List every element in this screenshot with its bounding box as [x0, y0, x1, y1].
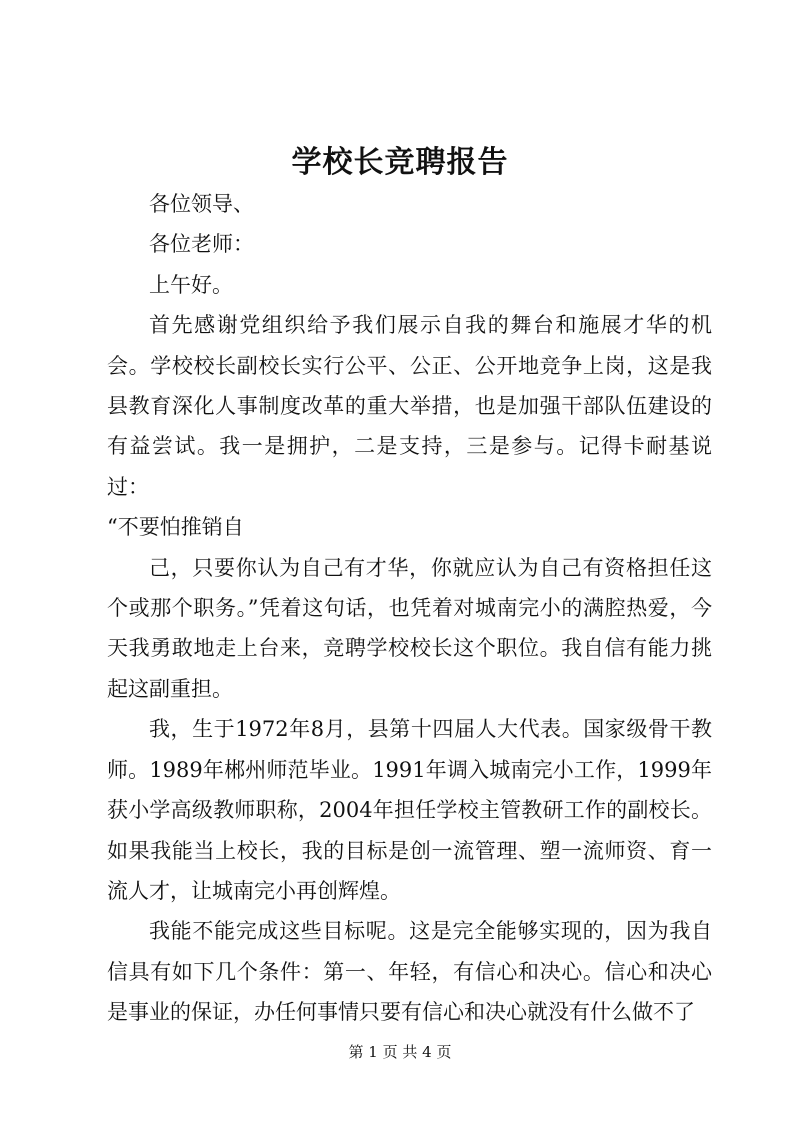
paragraph-introduction: 首先感谢党组织给予我们展示自我的舞台和施展才华的机会。学校校长副校长实行公平、公正、公开地竞争上岗，这是我县教育深化人事制度改革的重大举措，也是加强干部队伍建设的有益尝试。我一是拥护，二是支持，三是参与。记得卡耐基说过： [107, 313, 712, 499]
document-body [107, 184, 712, 1033]
paragraph-conditions: 我能不能完成这些目标呢。这是完全能够实现的，因为我自信具有如下几个条件：第一、年轻，有信心和决心。信心和决心是事业的保证，办任何事情只要有信心和决心就没有什么做不了 [107, 919, 712, 1025]
paragraph-background: 我，生于1972年8月，县第十四届人大代表。国家级骨干教师。1989年郴州师范毕业。1991年调入城南完小工作，1999年获小学高级教师职称，2004年担任学校主管教研工作的副校长。如果我能当上校长，我的目标是创一流管理、塑一流师资、育一流人才，让城南完小再创辉煌。 [107, 717, 712, 903]
page-footer: 第 1 页 共 4 页 [348, 1043, 452, 1061]
paragraph-greeting-leaders: 各位领导、 [149, 192, 254, 216]
paragraph-quote-start: “不要怕推销自 [107, 515, 244, 540]
paragraph-quote-continuation: 己，只要你认为自己有才华，你就应认为自己有资格担任这个或那个职务。”凭着这句话，也凭着对城南完小的满腔热爱，今天我勇敢地走上台来，竞聘学校校长这个职位。我自信有能力挑起这副重担。 [107, 555, 712, 701]
paragraph-greeting-teachers: 各位老师： [149, 232, 254, 257]
document-title: 学校长竞聘报告 [291, 145, 509, 180]
paragraph-good-morning: 上午好。 [149, 272, 233, 297]
